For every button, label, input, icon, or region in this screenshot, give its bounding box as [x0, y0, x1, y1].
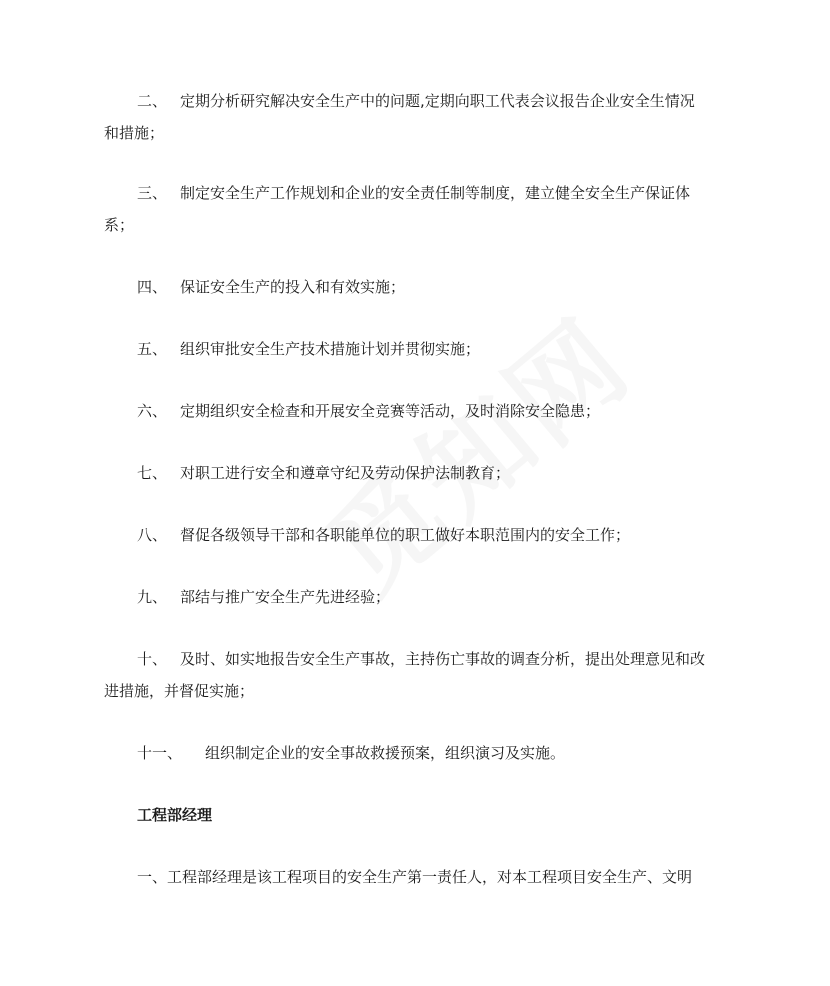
list-item-number: 六、: [137, 402, 168, 420]
list-item-6: [137, 401, 600, 421]
list-item-number: 三、: [137, 184, 168, 202]
list-item-text: 及时、如实地报告安全生产事故，主持伤亡事故的调查分析，提出处理意见和改: [180, 650, 706, 668]
list-item-text: 组织制定企业的安全事故救援预案，组织演习及实施。: [205, 744, 566, 762]
list-item-number: 十一、: [137, 744, 183, 762]
list-item-number: 五、: [137, 340, 168, 358]
list-item-text: 对职工进行安全和遵章守纪及劳动保护法制教育；: [180, 464, 511, 482]
list-item-7: [137, 463, 510, 483]
section-paragraph-line1: 一、工程部经理是该工程项目的安全生产第一责任人，对本工程项目安全生产、文明: [137, 868, 693, 886]
list-item-9: [137, 587, 390, 607]
list-item-5: [137, 339, 480, 359]
list-item-text: 部结与推广安全生产先进经验；: [180, 588, 391, 606]
list-item-text: 制定安全生产工作规划和企业的安全责任制等制度，建立健全安全生产保证体: [180, 184, 691, 202]
list-item-text: 定期组织安全检查和开展安全竞赛等活动，及时消除安全隐患；: [180, 402, 601, 420]
list-item-2-line1: [137, 91, 695, 111]
list-item-11: [137, 743, 565, 763]
list-item-3-line2: 系；: [104, 216, 135, 234]
list-item-text: 督促各级领导干部和各职能单位的职工做好本职范围内的安全工作；: [180, 526, 631, 544]
list-item-number: 十、: [137, 650, 168, 668]
list-item-4: [137, 277, 405, 297]
list-item-3-line1: [137, 183, 690, 203]
list-item-text: 定期分析研究解决安全生产中的问题,定期向职工代表会议报告企业安全生情况: [180, 92, 695, 110]
list-item-text: 组织审批安全生产技术措施计划并贯彻实施；: [180, 340, 481, 358]
list-item-number: 二、: [137, 92, 168, 110]
list-item-number: 九、: [137, 588, 168, 606]
list-item-number: 四、: [137, 278, 168, 296]
list-item-10-line2: 进措施，并督促实施；: [104, 682, 255, 700]
watermark: [290, 277, 658, 622]
list-item-2-line2: 和措施；: [104, 124, 165, 142]
list-item-10-line1: [137, 649, 705, 669]
list-item-text: 保证安全生产的投入和有效实施；: [180, 278, 406, 296]
list-item-number: 七、: [137, 464, 168, 482]
section-heading: 工程部经理: [137, 806, 213, 824]
list-item-8: [137, 525, 630, 545]
list-item-number: 八、: [137, 526, 168, 544]
